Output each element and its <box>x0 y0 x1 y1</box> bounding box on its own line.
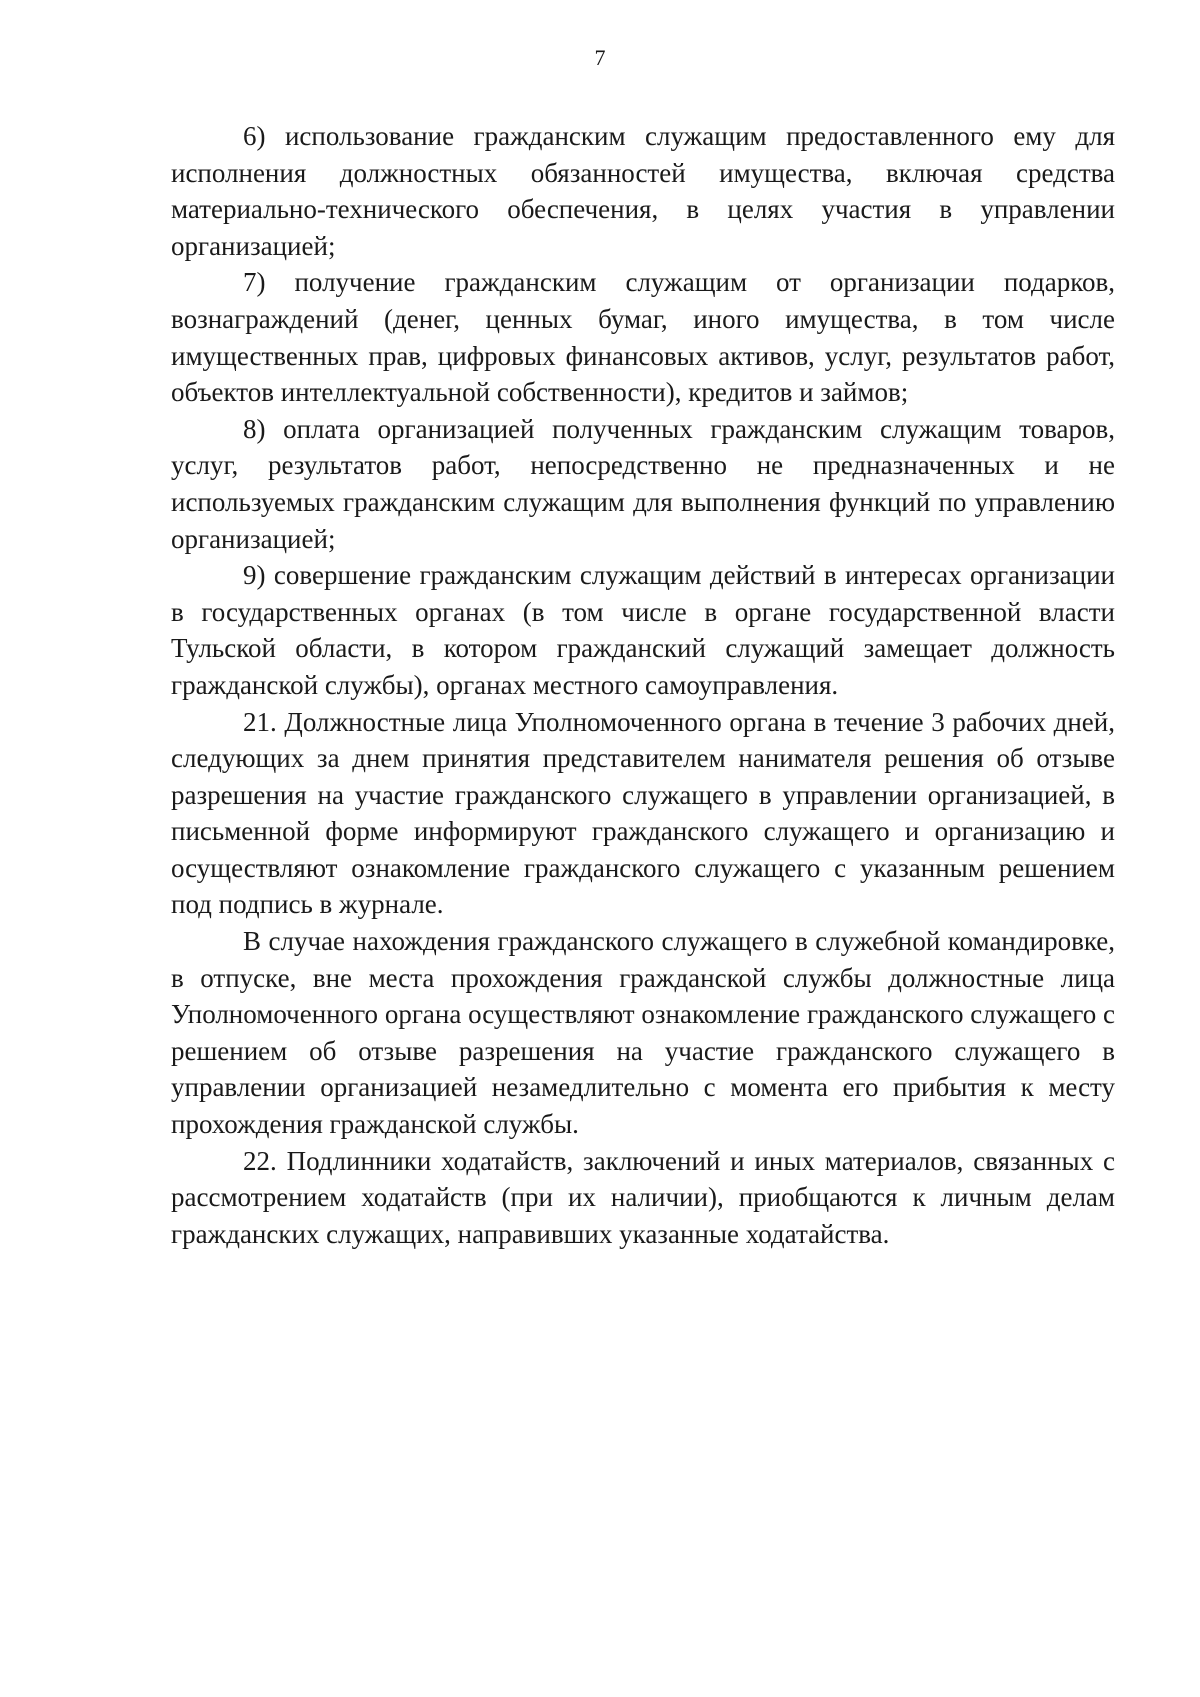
paragraph-item-7: 7) получение гражданским служащим от организации подарков, вознаграждений (денег, ценных бумаг, иного имущества, в том числе имущественных прав, цифровых финансовых активов, услуг, результатов работ, объектов интеллектуальной собственности), кредитов и займов; <box>171 267 1115 408</box>
paragraph-business-trip-case: В случае нахождения гражданского служащего в служебной командировке, в отпуске, вне места прохождения гражданской службы должностные лица Уполномоченного органа осуществляют ознакомление гражданского служащего с решением об отзыве разрешения на участие гражданского служащего в управлении организацией незамедлительно с момента его прибытия к месту прохождения гражданской службы. <box>171 926 1115 1140</box>
paragraph-section-22: 22. Подлинники ходатайств, заключений и иных материалов, связанных с рассмотрением ходатайств (при их наличии), приобщаются к личным делам гражданских служащих, направивших указанные ходатайства. <box>171 1145 1115 1249</box>
page-number: 7 <box>594 45 606 70</box>
paragraph-item-8: 8) оплата организацией полученных гражданским служащим товаров, услуг, результатов работ, непосредственно не предназначенных и не используемых гражданским служащим для выполнения функций по управлению организацией; <box>171 413 1115 554</box>
paragraph-section-21: 21. Должностные лица Уполномоченного органа в течение 3 рабочих дней, следующих за днем принятия представителем нанимателя решения об отзыве разрешения на участие гражданского служащего в управлении организацией, в письменной форме информируют гражданского служащего и организацию и осуществляют ознакомление гражданского служащего с указанным решением под подпись в журнале. <box>171 706 1115 920</box>
paragraph-item-9: 9) совершение гражданским служащим действий в интересах организации в государственных органах (в том числе в органе государственной власти Тульской области, в котором гражданский служащий замещает должность гражданской службы), органах местного самоуправления. <box>171 560 1115 700</box>
paragraph-item-6: 6) использование гражданским служащим предоставленного ему для исполнения должностных обязанностей имущества, включая средства материально-технического обеспечения, в целях участия в управлении организацией; <box>171 121 1115 261</box>
document-body <box>171 118 1115 1252</box>
